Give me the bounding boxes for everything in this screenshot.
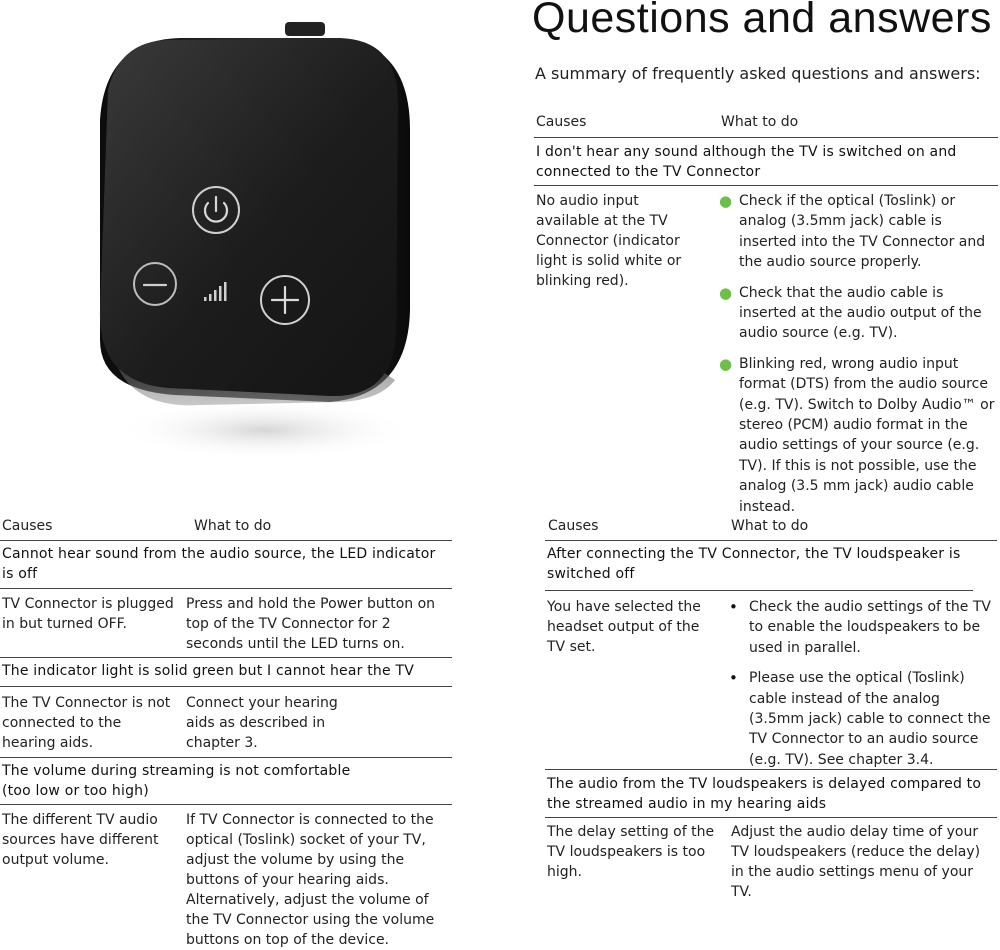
col-header-what-to-do: What to do — [721, 114, 799, 130]
step-text: Please use the optical (Toslink) cable instead of the analog (3.5mm jack) cable to connect the TV Connector to an audio source (e.g. TV). See chapter 3.4. — [749, 670, 991, 768]
list-item — [727, 668, 999, 770]
device-face — [100, 38, 398, 396]
list-item — [717, 354, 999, 517]
question-heading: The indicator light is solid green but I cannot hear the TV — [2, 663, 414, 679]
cause-text: You have selected the headset output of the TV set. — [547, 599, 701, 655]
cause-text: No audio input available at the TV Connector (indicator light is solid white or blinking red). — [536, 193, 682, 289]
divider — [0, 540, 452, 541]
tv-connector-image — [80, 10, 440, 470]
cause-text: The delay setting of the TV loudspeakers is too high. — [547, 824, 715, 880]
question-heading: The audio from the TV loudspeakers is delayed compared to the streamed audio in my hearing aids — [547, 776, 982, 812]
bullet-icon: ● — [719, 283, 733, 302]
list-item — [717, 283, 999, 344]
step-text: Check that the audio cable is inserted at the audio output of the audio source (e.g. TV). — [739, 284, 982, 342]
col-header-what-to-do: What to do — [731, 518, 809, 534]
usb-port — [285, 22, 325, 36]
step-text: Check if the optical (Toslink) or analog (3.5mm jack) cable is inserted into the TV Connector and the audio source properly. — [739, 193, 986, 271]
divider — [534, 185, 998, 186]
question-heading: The volume during streaming is not comfortable (too low or too high) — [2, 763, 351, 799]
divider — [545, 540, 997, 541]
solution-text: Press and hold the Power button on top of the TV Connector for 2 seconds until the LED turns on. — [186, 596, 436, 652]
col-header-causes: Causes — [548, 518, 599, 534]
question-heading: Cannot hear sound from the audio source, the LED indicator is off — [2, 546, 436, 582]
bullet-icon: ● — [719, 354, 733, 373]
solution-text: If TV Connector is connected to the optical (Toslink) socket of your TV, adjust the volume by using the buttons of your hearing aids. Alternatively, adjust the volume of the TV Connector using the volume buttons on top of the device. — [186, 812, 435, 948]
divider — [534, 137, 998, 138]
page-title: Questions and answers — [532, 0, 992, 42]
bullet-icon: • — [729, 669, 738, 688]
page-subtitle: A summary of frequently asked questions and answers: — [535, 64, 981, 83]
divider — [0, 804, 452, 805]
list-item — [727, 597, 999, 658]
tv-connector-illustration — [80, 10, 440, 470]
solution-list — [717, 191, 999, 527]
divider — [0, 686, 452, 687]
bullet-icon: • — [729, 598, 738, 616]
drop-shadow — [115, 400, 415, 460]
step-text: Check the audio settings of the TV to enable the loudspeakers to be used in parallel. — [749, 599, 991, 656]
step-text: Blinking red, wrong audio input format (DTS) from the audio source (e.g. TV). Switch to Dolby Audio™ or stereo (PCM) audio format in the audio settings of your source (e.g. TV). If this is not possible, use the analog (3.5 mm jack) audio cable instead. — [739, 355, 995, 515]
divider — [545, 769, 997, 770]
cause-text: TV Connector is plugged in but turned OFF. — [2, 596, 174, 632]
cause-text: The different TV audio sources have different output volume. — [2, 812, 159, 868]
divider — [0, 757, 452, 758]
solution-text: Connect your hearing aids as described in chapter 3. — [186, 695, 338, 751]
question-heading: I don't hear any sound although the TV is switched on and connected to the TV Connector — [536, 144, 957, 180]
solution-text: Adjust the audio delay time of your TV loudspeakers (reduce the delay) in the audio settings menu of your TV. — [731, 824, 981, 900]
bullet-icon: ● — [719, 192, 733, 210]
solution-list — [727, 597, 999, 780]
divider — [0, 588, 452, 589]
col-header-what-to-do: What to do — [194, 518, 272, 534]
divider — [545, 817, 997, 818]
cause-text: The TV Connector is not connected to the hearing aids. — [2, 695, 171, 751]
col-header-causes: Causes — [2, 518, 53, 534]
list-item — [717, 191, 999, 273]
question-heading: After connecting the TV Connector, the TV loudspeaker is switched off — [547, 546, 961, 582]
divider — [0, 657, 452, 658]
col-header-causes: Causes — [536, 114, 587, 130]
divider — [545, 590, 973, 591]
